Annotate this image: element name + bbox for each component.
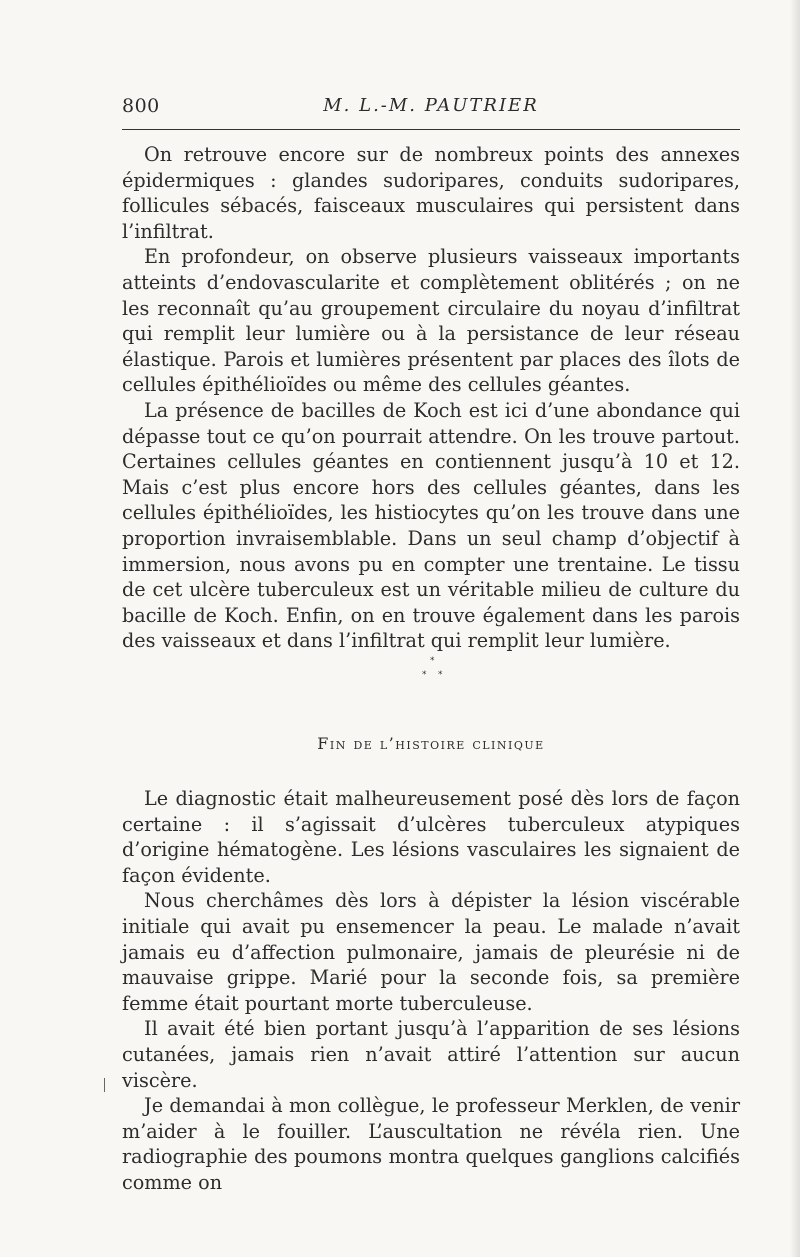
asterism-star-top: *: [430, 656, 435, 666]
section-heading: Fin de l’histoire clinique: [317, 734, 545, 753]
page-number: 800: [122, 95, 160, 117]
header-rule: [122, 129, 740, 130]
paragraph-annexes: On retrouve encore sur de nombreux points des annexes épidermiques : glandes sudoripares, conduits sudoripares, follicules sébacés, faisceaux musculaires qui persistent dans l’infiltrat.: [122, 143, 740, 243]
running-head: M. L.-M. PAUTRIER: [323, 95, 539, 116]
asterism-star-left: *: [422, 670, 427, 680]
margin-mark: [104, 1078, 105, 1092]
asterism-star-right: *: [438, 670, 443, 680]
pathology-text-section: [122, 142, 740, 654]
clinical-history-section: [122, 786, 740, 1196]
paragraph-diagnosis: Le diagnostic était malheureusement posé dès lors de façon certaine : il s’agissait d’ulcères tuberculeux atypiques d’origine hématogène. Les lésions vasculaires les signaient de façon évidente.: [122, 787, 740, 887]
paragraph-health: Il avait été bien portant jusqu’à l’apparition de ses lésions cutanées, jamais rien n’avait attiré l’attention sur aucun viscère.: [122, 1017, 740, 1092]
page-header: [122, 95, 740, 125]
paragraph-koch-bacilli: La présence de bacilles de Koch est ici d’une abondance qui dépasse tout ce qu’on pourrait attendre. On les trouve partout. Certaines cellules géantes en contiennent jusqu’à 10 et 12. Mais c’est plus encore hors des cellules géantes, dans les cellules épithélioïdes, les histiocytes qu’on les trouve dans une proportion invraisemblable. Dans un seul champ d’objectif à immersion, nous avons pu en compter une trentaine. Le tissu de cet ulcère tuberculeux est un véritable milieu de culture du bacille de Koch. Enfin, on en trouve également dans les parois des vaisseaux et dans l’infiltrat qui remplit leur lumière.: [122, 398, 740, 653]
paragraph-merklen: Je demandai à mon collègue, le professeur Merklen, de venir m’aider à le fouiller. L’auscultation ne révéla rien. Une radiographie des poumons montra quelques ganglions calcifiés comme on: [122, 1094, 740, 1194]
paragraph-vessels: En profondeur, on observe plusieurs vaisseaux importants atteints d’endovascularite et complètement oblitérés ; on ne les reconnaît qu’au groupement circulaire du noyau d’infiltrat qui remplit leur lumière ou à la persistance de leur réseau élastique. Parois et lumières présentent par places des îlots de cellules épithélioïdes ou même des cellules géantes.: [122, 245, 740, 397]
paragraph-search-lesion: Nous cherchâmes dès lors à dépister la lésion viscérable initiale qui avait pu ensemencer la peau. Le malade n’avait jamais eu d’affection pulmonaire, jamais de pleurésie ni de mauvaise grippe. Marié pour la seconde fois, sa première femme était pourtant morte tuberculeuse.: [122, 889, 740, 1015]
